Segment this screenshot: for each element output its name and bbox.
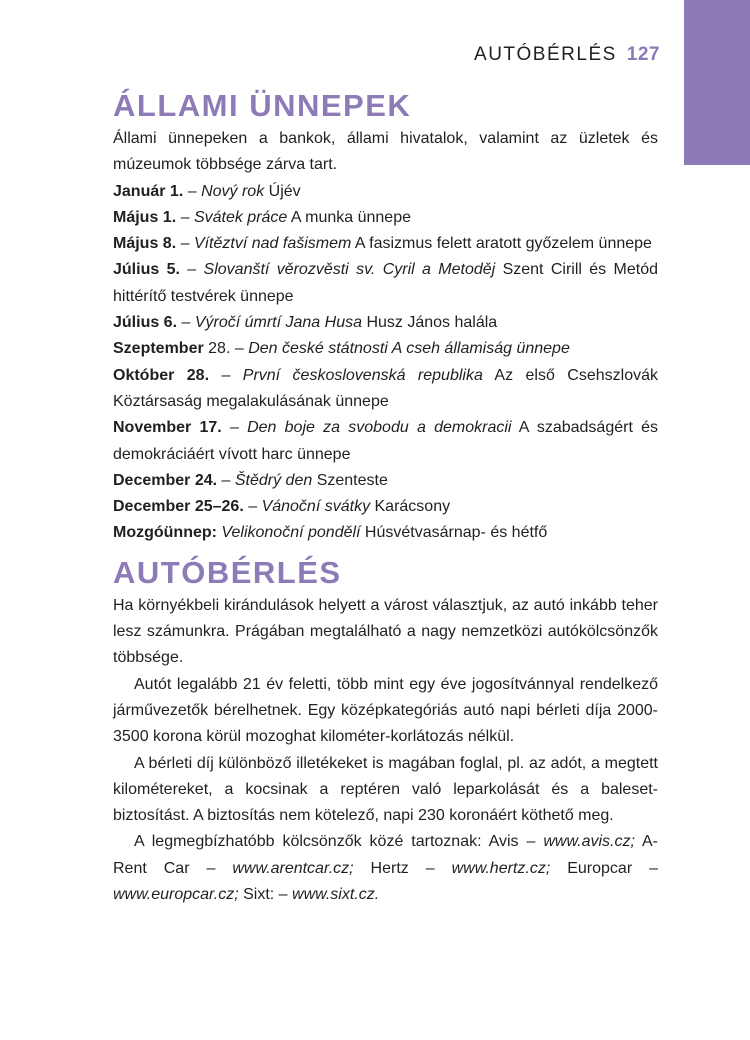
holiday-czech-name: Velikonoční pondělí [221, 524, 361, 542]
car-rental-paragraph: Ha környékbeli kirándulások helyett a várost választjuk, az autó inkább teher lesz számunkra. Prágában megtalálható a nagy nemzetközi autókölcsönzők többsége. [113, 596, 658, 667]
holiday-hungarian-name: A fasizmus felett aratott győzelem ünnepe [351, 235, 652, 253]
sixt-url: www.sixt.cz. [292, 886, 380, 904]
holiday-czech-name: Slovanští věrozvěsti sv. Cyril a Metoděj [203, 261, 496, 279]
holiday-item [113, 520, 658, 546]
holiday-hungarian-name: A szabadságért és demokráciáért vívott harc ünnepe [113, 419, 659, 463]
holidays-intro: Állami ünnepeken a bankok, állami hivatalok, valamint az üzletek és múzeumok többsége zárva tart. [113, 130, 658, 174]
holiday-hungarian-name: Szenteste [312, 471, 388, 489]
chapter-tab [684, 0, 750, 165]
car-rental-heading: AUTÓBÉRLÉS [113, 554, 342, 590]
running-title: AUTÓBÉRLÉS [474, 44, 617, 65]
holiday-czech-name: Svátek práce [193, 208, 288, 226]
holiday-hungarian-name: Szent Cirill és Metód hittérítő testvérek ünnepe [113, 261, 659, 305]
holiday-date: Mozgóünnep: [113, 524, 217, 542]
holiday-czech-name: Den boje za svobodu a demokracii [247, 419, 512, 437]
holiday-item: November 17. – Den boje za svobodu a demokracii A szabadságért és demokráciáért vívott harc ünnepe [113, 419, 659, 463]
holiday-item: Május 1. – Svátek práce A munka ünnepe [113, 208, 411, 226]
holiday-hungarian-name: Husz János halála [362, 314, 498, 332]
car-rental-paragraph: Autót legalább 21 év feletti, több mint egy éve jogosítvánnyal rendelkező járművezetők bérelhetnek. Egy középkategóriás autó napi bérleti díja 2000-3500 korona körül mozoghat kilométer-korlátozás nélkül. [113, 675, 658, 746]
holiday-date: Július 6. [113, 314, 178, 332]
page-number: 127 [626, 44, 660, 65]
avis-url: www.avis.cz; [543, 833, 635, 851]
arentcar-url: www.arentcar.cz; [232, 859, 354, 877]
holiday-item: Július 5. – Slovanští věrozvěsti sv. Cyril a Metoděj Szent Cirill és Metód hittérítő testvérek ünnepe [113, 261, 659, 305]
car-rental-paragraph: A bérleti díj különböző illetékeket is magában foglal, pl. az adót, a megtett kilométereket, a kocsinak a reptéren való leparkolását és a baleset-biztosítást. A biztosítás nem kötelező, napi 230 koronáért köthető meg. [113, 754, 658, 825]
holiday-czech-name: Vítěztví nad fašismem [193, 235, 352, 253]
holiday-date: November 17. [113, 419, 222, 437]
holiday-czech-name: Nový rok [201, 182, 265, 200]
running-header [474, 44, 660, 66]
page-body [113, 86, 658, 908]
holiday-czech-name: Štědrý den [234, 471, 313, 489]
holiday-item: December 24. – Štědrý den Szenteste [113, 471, 388, 489]
holiday-date: December 24. [113, 471, 218, 489]
holiday-list [113, 179, 658, 547]
holiday-item: Január 1. – Nový rok Újév [113, 182, 301, 200]
hertz-url: www.hertz.cz; [451, 859, 551, 877]
holiday-hungarian-name: Újév [264, 182, 301, 200]
holiday-item: Július 6. – Výročí úmrtí Jana Husa Husz János halála [113, 314, 498, 332]
holiday-date: Május 8. [113, 235, 177, 253]
holidays-heading: ÁLLAMI ÜNNEPEK [113, 88, 412, 123]
holiday-item: Október 28. – První československá republika Az első Csehszlovák Köztársaság megalakulásának ünnepe [113, 366, 658, 410]
holiday-date: Október 28. [113, 366, 210, 384]
holiday-czech-name: Den české státnosti A cseh államiság ünnepe [248, 340, 570, 358]
holiday-date: December 25–26. [113, 498, 244, 516]
holiday-item: December 25–26. – Vánoční svátky Karácsony [113, 498, 451, 516]
holiday-hungarian-name: Az első Csehszlovák Köztársaság megalakulásának ünnepe [113, 366, 658, 410]
holiday-date: Szeptember [113, 340, 204, 358]
holiday-hungarian-name: A munka ünnepe [287, 208, 411, 226]
holiday-czech-name: Výročí úmrtí Jana Husa [194, 314, 362, 332]
holiday-date: Július 5. [113, 261, 180, 279]
holiday-czech-name: První československá republika [242, 366, 483, 384]
holiday-hungarian-name: Karácsony [370, 498, 451, 516]
holiday-item: Május 8. – Vítěztví nad fašismem A fasizmus felett aratott győzelem ünnepe [113, 235, 652, 253]
holiday-item: Szeptember 28. – Den české státnosti A cseh államiság ünnepe [113, 340, 570, 358]
car-rental-companies-paragraph: A legmegbízhatóbb kölcsönzők közé tartoznak: Avis – www.avis.cz; A-Rent Car – www.arentcar.cz; Hertz – www.hertz.cz; Europcar – www.europcar.cz; Sixt: – www.sixt.cz. [113, 833, 659, 904]
holiday-hungarian-name: Húsvétvasárnap- és hétfő [360, 524, 548, 542]
holiday-date: Május 1. [113, 208, 177, 226]
holiday-date: Január 1. [113, 182, 184, 200]
europcar-url: www.europcar.cz; [113, 886, 239, 904]
holiday-czech-name: Vánoční svátky [261, 498, 371, 516]
